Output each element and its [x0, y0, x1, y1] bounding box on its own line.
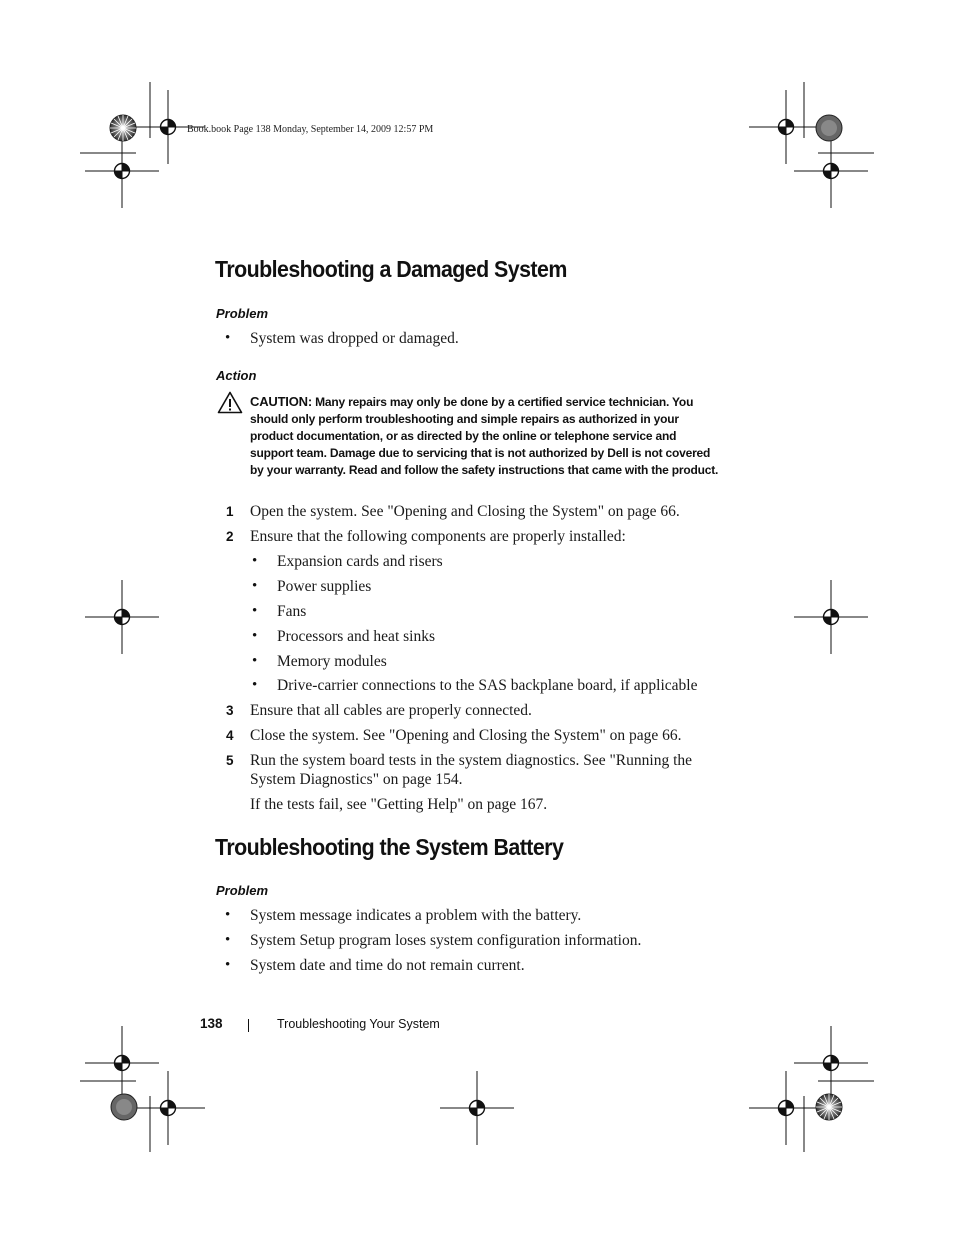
crosshair-mark [749, 90, 823, 164]
bullet-icon: • [252, 553, 258, 569]
print-slug-line: Book.book Page 138 Monday, September 14, 2009 12:57 PM [187, 124, 434, 135]
crosshair-mark [794, 580, 868, 654]
grey-target-mark [111, 1094, 137, 1120]
page-number: 138 [200, 1016, 223, 1031]
bullet-icon: • [252, 603, 258, 619]
caution-label: CAUTION: [250, 394, 312, 409]
bullet-icon: • [252, 628, 258, 644]
step-text-line1: Run the system board tests in the system diagnostics. See "Running the [250, 752, 693, 769]
step-text: Ensure that the following components are properly installed: [250, 528, 626, 545]
section-title-damaged-system: Troubleshooting a Damaged System [215, 256, 567, 282]
crosshair-mark [794, 134, 868, 208]
step-number: 5 [226, 753, 234, 768]
problem-item: System Setup program loses system configuration information. [250, 932, 642, 949]
problem-item: System was dropped or damaged. [250, 330, 459, 347]
step-number: 3 [226, 703, 234, 718]
bullet-icon: • [225, 907, 231, 923]
component-item: Power supplies [277, 578, 372, 595]
component-item: Drive-carrier connections to the SAS backplane board, if applicable [277, 677, 698, 694]
footer-chapter-title: Troubleshooting Your System [277, 1017, 440, 1031]
caution-notice [250, 393, 720, 479]
problem-label: Problem [216, 306, 269, 321]
caution-text: Many repairs may only be done by a certified service technician. You should only perform troubleshooting and simple repairs as authorized in your product documentation, or as directed by the online or telephone service and support team. Damage due to servicing that is not authorized by Dell is not covered by your warranty. Read and follow the safety instructions that came with the product. [250, 395, 719, 477]
bullet-icon: • [225, 932, 231, 948]
component-item: Expansion cards and risers [277, 553, 443, 570]
component-item: Fans [277, 603, 307, 620]
starburst-mark [110, 115, 136, 141]
step-number: 1 [226, 504, 234, 519]
component-item: Memory modules [277, 653, 387, 670]
starburst-mark [816, 1094, 842, 1120]
problem-label: Problem [216, 883, 269, 898]
action-label: Action [216, 368, 257, 383]
crosshair-mark [85, 1026, 159, 1100]
bullet-icon: • [252, 578, 258, 594]
problem-item: System date and time do not remain current. [250, 957, 525, 974]
component-item: Processors and heat sinks [277, 628, 435, 645]
crosshair-mark [85, 134, 159, 208]
problem-item: System message indicates a problem with the battery. [250, 907, 582, 924]
bullet-icon: • [225, 957, 231, 973]
bullet-icon: • [252, 653, 258, 669]
crosshair-mark [440, 1071, 514, 1145]
step-text-line2: System Diagnostics" on page 154. [250, 771, 463, 788]
bullet-icon: • [252, 677, 258, 693]
section-title-system-battery: Troubleshooting the System Battery [215, 834, 564, 860]
step-number: 2 [226, 529, 234, 544]
footer-divider [248, 1019, 249, 1032]
crosshair-mark [85, 580, 159, 654]
step-number: 4 [226, 728, 234, 743]
step-text: Ensure that all cables are properly connected. [250, 702, 532, 719]
bullet-icon: • [225, 330, 231, 346]
step-text: Open the system. See "Opening and Closing the System" on page 66. [250, 503, 680, 520]
step-text: Close the system. See "Opening and Closing the System" on page 66. [250, 727, 682, 744]
grey-target-mark [816, 115, 842, 141]
crosshair-mark [794, 1026, 868, 1100]
caution-warning-icon [217, 391, 243, 414]
tests-fail-note: If the tests fail, see "Getting Help" on page 167. [250, 796, 548, 813]
crosshair-mark [131, 1071, 205, 1145]
crosshair-mark [749, 1071, 823, 1145]
